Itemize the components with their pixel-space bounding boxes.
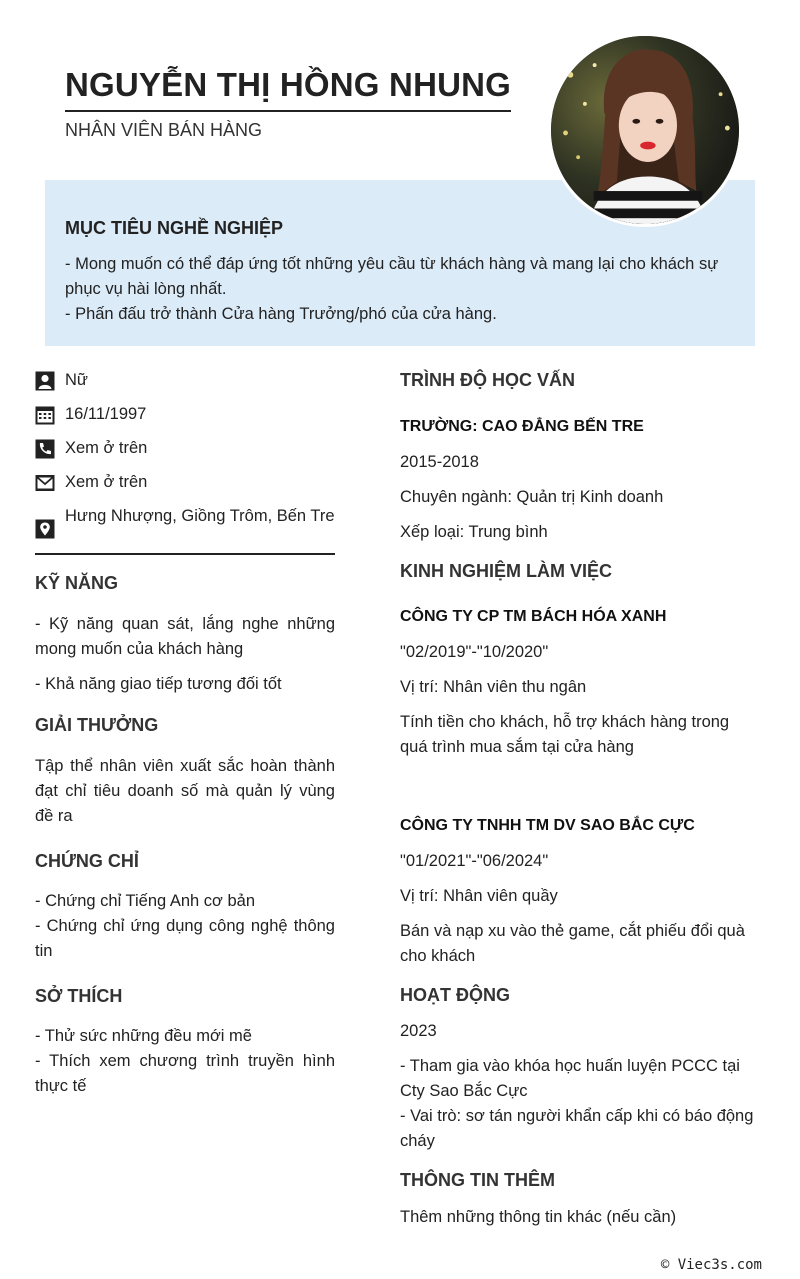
job-company: CÔNG TY CP TM BÁCH HÓA XANH [400, 608, 667, 625]
activity-item: - Vai trò: sơ tán người khẩn cấp khi có báo động cháy [400, 1107, 754, 1150]
job-description: Tính tiền cho khách, hỗ trợ khách hàng trong quá trình mua sắm tại cửa hàng [400, 713, 730, 756]
experience-title: KINH NGHIỆM LÀM VIỆC [400, 561, 613, 581]
right-column [400, 370, 760, 1230]
skill-item: - Kỹ năng quan sát, lắng nghe những mong muốn của khách hàng [35, 615, 335, 658]
job-period: "02/2019"-"10/2020" [400, 643, 549, 661]
activities-title: HOẠT ĐỘNG [400, 985, 510, 1005]
person-icon [35, 371, 55, 391]
career-objective-title: MỤC TIÊU NGHỀ NGHIỆP [65, 218, 284, 238]
activity-item: - Tham gia vào khóa học huấn luyện PCCC tại Cty Sao Bắc Cực [400, 1057, 740, 1100]
education-section [400, 370, 760, 545]
hobbies-title: SỞ THÍCH [35, 986, 123, 1006]
job-company: CÔNG TY TNHH TM DV SAO BẮC CỰC [400, 817, 695, 834]
email-icon [35, 473, 55, 493]
awards-text: Tập thể nhân viên xuất sắc hoàn thành đạt chỉ tiêu doanh số mà quản lý vùng đề ra [35, 757, 335, 825]
job-entry [400, 817, 760, 969]
phone-icon [35, 439, 55, 459]
objective-line: - Phấn đấu trở thành Cửa hàng Trưởng/phó của cửa hàng. [65, 305, 497, 323]
hobbies-section [35, 986, 335, 1099]
objective-line: - Mong muốn có thể đáp ứng tốt những yêu cầu từ khách hàng và mang lại cho khách sự phục vụ hài lòng nhất. [65, 255, 719, 298]
info-gender [35, 368, 335, 393]
education-years: 2015-2018 [400, 453, 479, 471]
experience-section [400, 561, 760, 969]
certificates-section [35, 851, 335, 964]
address-value: Hưng Nhượng, Giồng Trôm, Bến Tre [65, 507, 335, 525]
certificate-item: - Chứng chỉ Tiếng Anh cơ bản [35, 892, 255, 910]
job-position: Vị trí: Nhân viên thu ngân [400, 678, 587, 696]
extra-info-title: THÔNG TIN THÊM [400, 1170, 555, 1190]
info-address [35, 504, 335, 539]
hobby-item: - Thử sức những đều mới mẽ [35, 1027, 252, 1045]
job-description: Bán và nạp xu vào thẻ game, cắt phiếu đổi quà cho khách [400, 922, 745, 965]
left-column [35, 368, 335, 1099]
candidate-role: NHÂN VIÊN BÁN HÀNG [65, 120, 263, 140]
education-title: TRÌNH ĐỘ HỌC VẤN [400, 370, 575, 390]
certificate-item: - Chứng chỉ ứng dụng công nghệ thông tin [35, 917, 335, 960]
awards-section [35, 715, 335, 829]
divider [35, 553, 335, 555]
awards-title: GIẢI THƯỞNG [35, 715, 159, 735]
info-phone [35, 436, 335, 461]
job-position: Vị trí: Nhân viên quầy [400, 887, 558, 905]
education-grade: Xếp loại: Trung bình [400, 523, 548, 541]
activities-section [400, 985, 760, 1154]
info-birthday [35, 402, 335, 427]
job-period: "01/2021"-"06/2024" [400, 852, 549, 870]
skill-item: - Khả năng giao tiếp tương đối tốt [35, 675, 282, 693]
gender-value: Nữ [65, 371, 88, 389]
location-pin-icon [35, 519, 55, 539]
skills-title: KỸ NĂNG [35, 573, 119, 593]
info-email [35, 470, 335, 495]
skills-section [35, 573, 335, 697]
calendar-icon [35, 405, 55, 425]
hobby-item: - Thích xem chương trình truyền hình thực tế [35, 1052, 335, 1095]
certificates-title: CHỨNG CHỈ [35, 851, 139, 871]
birthday-value: 16/11/1997 [65, 405, 147, 423]
school-name: TRƯỜNG: CAO ĐẲNG BẾN TRE [400, 418, 644, 435]
extra-info-section [400, 1170, 760, 1230]
extra-info-text: Thêm những thông tin khác (nếu cần) [400, 1208, 677, 1226]
education-major: Chuyên ngành: Quản trị Kinh doanh [400, 488, 664, 506]
footer-credit: © Viec3s.com [660, 1257, 762, 1273]
phone-value: Xem ở trên [65, 439, 148, 457]
email-value: Xem ở trên [65, 473, 148, 491]
candidate-name: NGUYỄN THỊ HỒNG NHUNG [65, 66, 511, 112]
job-entry [400, 608, 760, 760]
activities-year: 2023 [400, 1022, 437, 1040]
profile-photo [548, 33, 742, 227]
